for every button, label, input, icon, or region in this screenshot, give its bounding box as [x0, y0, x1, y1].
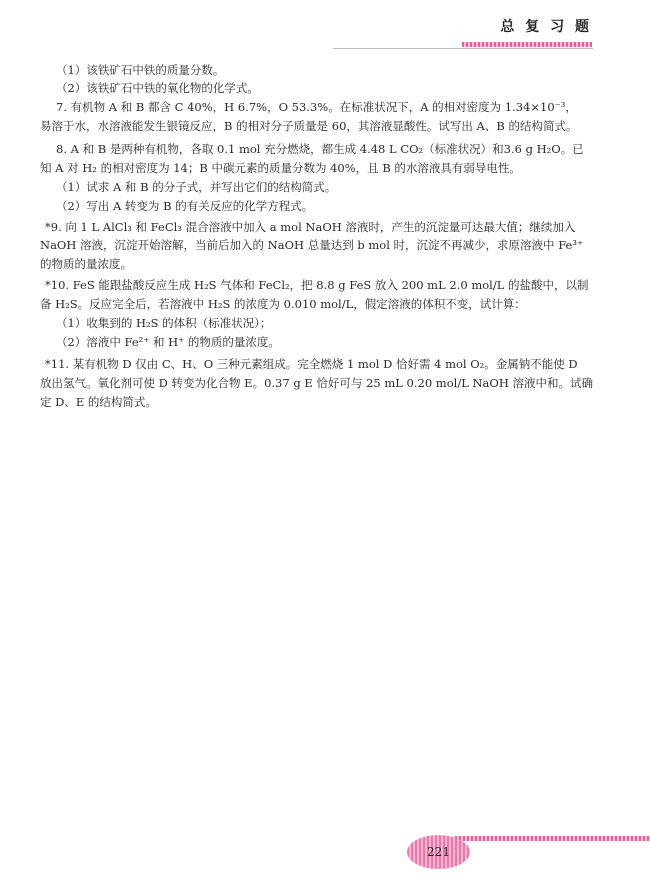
text-line: 易溶于水，水溶液能发生银镜反应，B 的相对分子质量是 60，其溶液显酸性。试写出 A、B 的结构简式。 [40, 119, 578, 133]
header-decorative-bar [462, 42, 592, 47]
text-line: 备 H₂S。反应完全后，若溶液中 H₂S 的浓度为 0.010 mol/L，假定溶液的体积不变，试计算： [40, 297, 526, 311]
section-title: 总 复 习 题 [500, 19, 592, 35]
text-line: （1）试求 A 和 B 的分子式，并写出它们的结构简式。 [56, 180, 337, 194]
text-line: 8. A 和 B 是两种有机物，各取 0.1 mol 充分燃烧，都生成 4.48 L CO₂（标准状况）和3.6 g H₂O。已 [56, 142, 584, 156]
text-line: NaOH 溶液，沉淀开始溶解，当前后加入的 NaOH 总量达到 b mol 时，沉淀不再减少，求原溶液中 Fe³⁺ [40, 238, 584, 252]
footer-decorative-bar [455, 836, 650, 841]
text-line: 知 A 对 H₂ 的相对密度为 14；B 中碳元素的质量分数为 40%，且 B 的水溶液具有弱导电性。 [40, 161, 521, 175]
text-line: （1）收集到的 H₂S 的体积（标准状况）； [56, 316, 272, 330]
text-line: （2）该铁矿石中铁的氧化物的化学式。 [56, 81, 259, 95]
header-rule [333, 48, 593, 49]
text-line: （2）溶液中 Fe²⁺ 和 H⁺ 的物质的量浓度。 [56, 335, 280, 349]
text-line: （1）该铁矿石中铁的质量分数。 [56, 63, 225, 77]
text-line: （2）写出 A 转变为 B 的有关反应的化学方程式。 [56, 199, 314, 213]
text-line: *11. 某有机物 D 仅由 C、H、O 三种元素组成。完全燃烧 1 mol D 恰好需 4 mol O₂。金属钠不能使 D [45, 357, 578, 371]
text-line: 定 D、E 的结构简式。 [40, 395, 157, 409]
text-line: 的物质的量浓度。 [40, 257, 132, 271]
text-line: 放出氢气。氧化剂可使 D 转变为化合物 E。0.37 g E 恰好可与 25 mL 0.20 mol/L NaOH 溶液中和。试确 [40, 376, 594, 390]
page-number: 221 [427, 845, 450, 859]
text-line: 7. 有机物 A 和 B 都含 C 40%，H 6.7%，O 53.3%。在标准状况下，A 的相对密度为 1.34×10⁻³， [56, 100, 577, 114]
text-line: *10. FeS 能跟盐酸反应生成 H₂S 气体和 FeCl₂，把 8.8 g FeS 放入 200 mL 2.0 mol/L 的盐酸中，以制 [45, 278, 589, 292]
text-line: *9. 向 1 L AlCl₃ 和 FeCl₃ 混合溶液中加入 a mol NaOH 溶液时，产生的沉淀量可达最大值；继续加入 [45, 220, 576, 234]
